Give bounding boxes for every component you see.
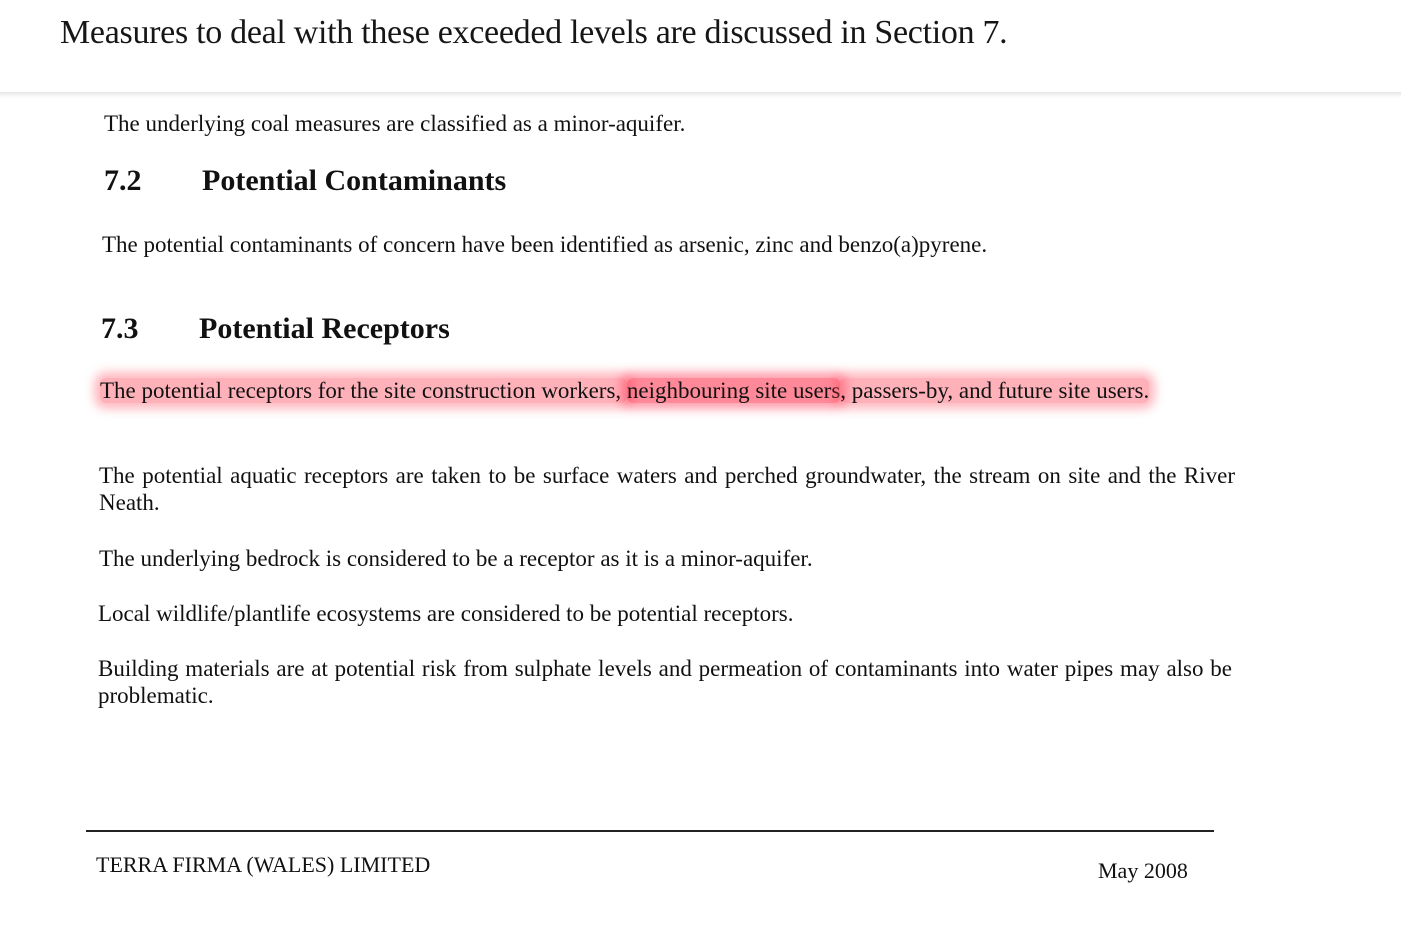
section-title: Potential Contaminants	[202, 164, 507, 197]
caption-text: Measures to deal with these exceeded levels are discussed in Section 7.	[60, 14, 1008, 51]
highlighted-text: The potential receptors for the site construction workers,	[100, 378, 627, 403]
footer-date: May 2008	[1098, 858, 1188, 883]
section-number: 7.3	[101, 312, 139, 345]
highlighted-text-emphasis: neighbouring site users	[626, 378, 841, 403]
intro-paragraph: The underlying coal measures are classified as a minor-aquifer.	[104, 111, 686, 136]
receptors-highlighted-paragraph	[100, 377, 1236, 404]
wildlife-paragraph: Local wildlife/plantlife ecosystems are considered to be potential receptors.	[98, 601, 794, 626]
bedrock-paragraph: The underlying bedrock is considered to be a receptor as it is a minor-aquifer.	[99, 546, 813, 571]
section-number: 7.2	[104, 164, 142, 197]
highlighted-text: , passers-by, and future site users.	[840, 378, 1150, 403]
footer-divider	[86, 830, 1214, 832]
section-heading-7-3	[101, 312, 450, 346]
section-heading-7-2	[104, 164, 506, 198]
aquatic-receptors-paragraph: The potential aquatic receptors are taken to be surface waters and perched groundwater, the stream on site and the River Neath.	[99, 463, 1235, 515]
footer-company: TERRA FIRMA (WALES) LIMITED	[96, 852, 431, 877]
building-materials-paragraph: Building materials are at potential risk from sulphate levels and permeation of contaminants into water pipes may also be problematic.	[98, 656, 1232, 708]
section-title: Potential Receptors	[199, 312, 450, 345]
caption-banner	[0, 0, 1401, 98]
contaminants-paragraph: The potential contaminants of concern have been identified as arsenic, zinc and benzo(a)pyrene.	[102, 232, 988, 257]
document-page	[0, 98, 1401, 927]
